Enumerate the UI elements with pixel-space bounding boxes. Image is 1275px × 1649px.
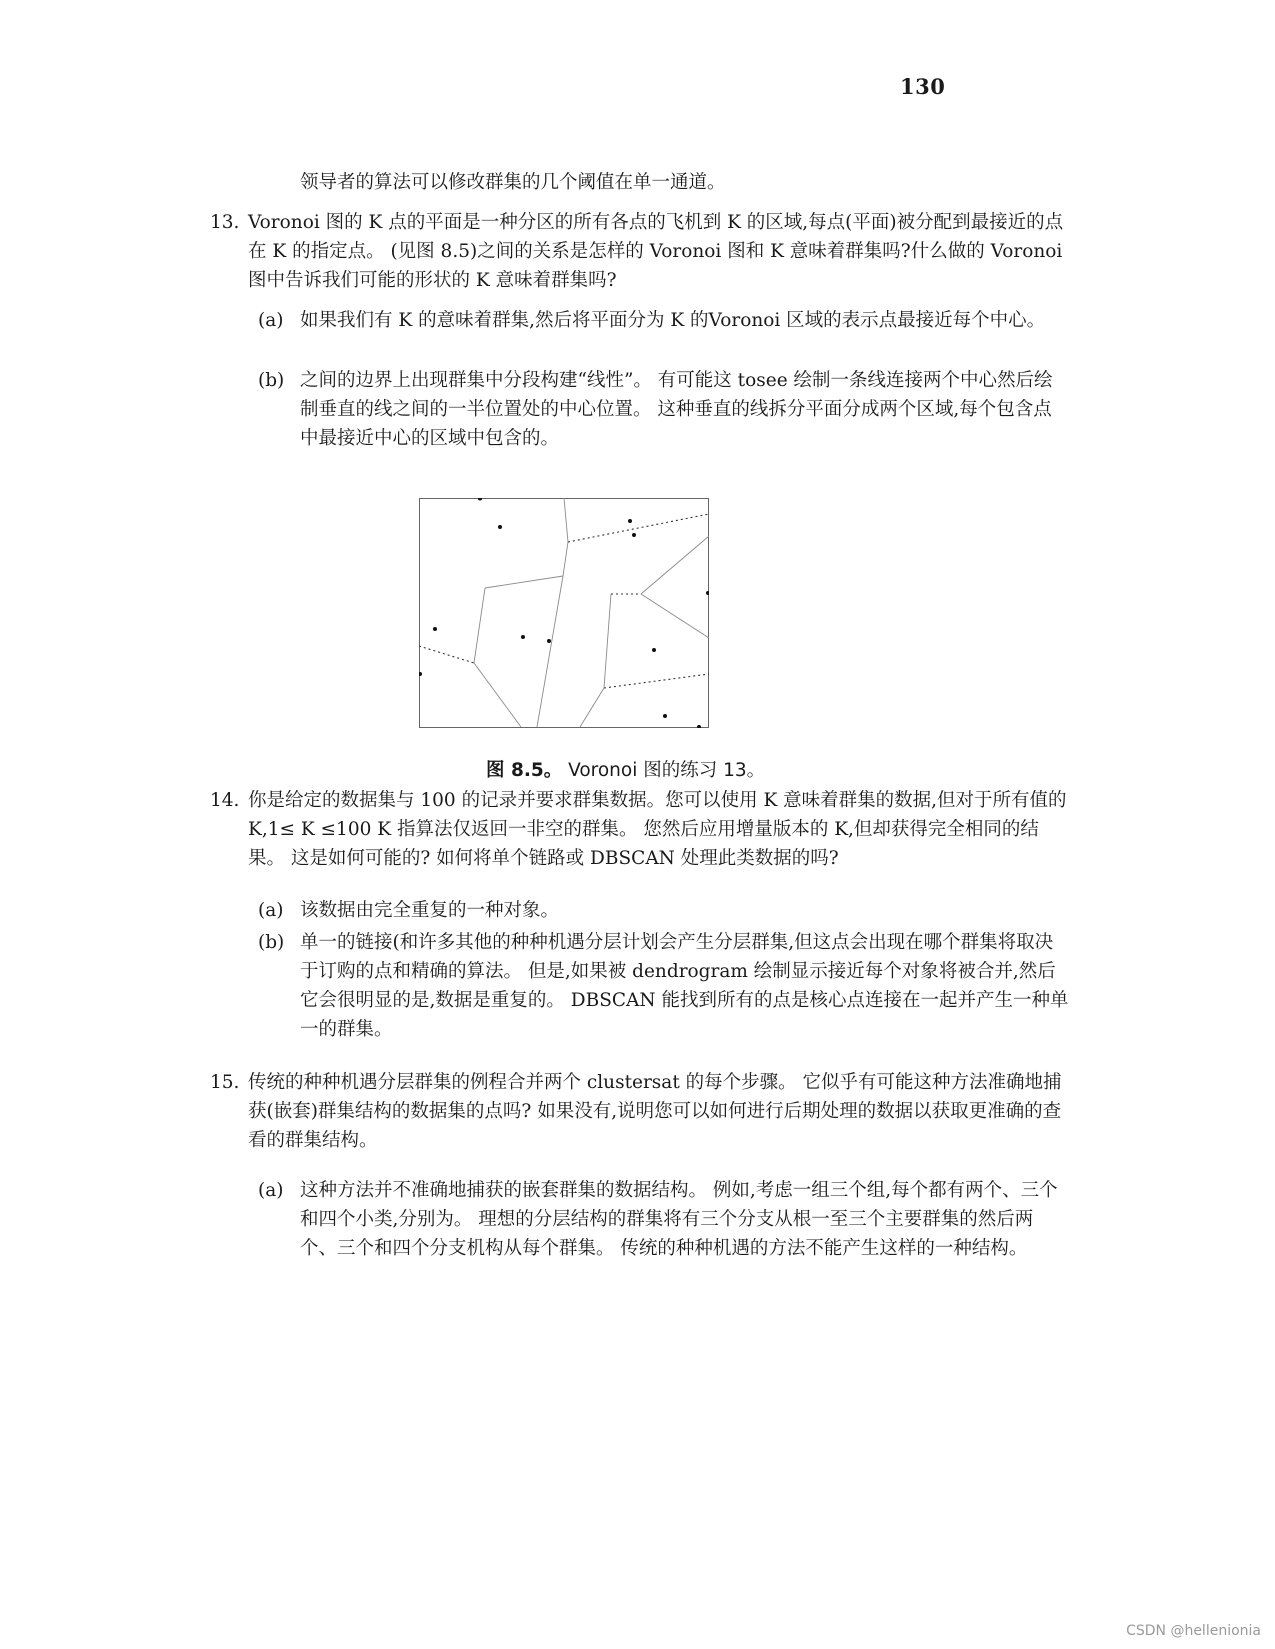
subitem-label: (a)	[258, 1180, 284, 1201]
caption-number: 图 8.5。	[486, 760, 563, 781]
page-number: 130	[900, 74, 946, 99]
voronoi-edge	[474, 663, 521, 727]
voronoi-edge	[580, 688, 604, 727]
voronoi-point	[521, 635, 525, 639]
question-13	[210, 208, 1070, 295]
voronoi-edge	[563, 498, 568, 576]
voronoi-point	[652, 648, 656, 652]
question-text: 你是给定的数据集与 100 的记录并要求群集数据。您可以使用 K 意味着群集的数据,但对于所有值的 K,1≤ K ≤100 K 指算法仅返回一非空的群集。 您然后应用增量版本的 K,但却获得完全相同的结果。 这是如何可能的? 如何将单个链路或 DBSCAN 处理此类数据的吗?	[248, 790, 1067, 869]
voronoi-point	[632, 533, 636, 537]
figure-frame	[420, 499, 709, 728]
question-text: Voronoi 图的 K 点的平面是一种分区的所有各点的飞机到 K 的区域,每点(平面)被分配到最接近的点在 K 的指定点。 (见图 8.5)之间的关系是怎样的 Voronoi 图和 K 意味着群集吗?什么做的 Voronoi 图中告诉我们可能的形状的 K 意味着群集吗?	[248, 212, 1064, 291]
voronoi-point	[663, 714, 667, 718]
voronoi-dotted-edge	[604, 674, 709, 688]
caption-text: Voronoi 图的练习 13。	[568, 760, 766, 781]
subitem-label: (a)	[258, 900, 284, 921]
question-14	[210, 786, 1070, 873]
watermark: CSDN @hellenionia	[1126, 1623, 1261, 1639]
voronoi-point	[706, 591, 709, 595]
lead-line: 领导者的算法可以修改群集的几个阈值在单一通道。	[300, 172, 726, 193]
question-number: 15.	[210, 1072, 240, 1093]
answer-14b	[258, 928, 1070, 1044]
subitem-text: 这种方法并不准确地捕获的嵌套群集的数据结构。 例如,考虑一组三个组,每个都有两个、三个和四个小类,分别为。 理想的分层结构的群集将有三个分支从根一至三个主要群集的然后两个、三个和四个分支机构从每个群集。 传统的种种机遇的方法不能产生这样的一种结构。	[300, 1180, 1058, 1259]
answer-13a	[258, 306, 1070, 335]
voronoi-edge	[474, 588, 485, 663]
voronoi-point	[628, 519, 632, 523]
voronoi-edge	[537, 576, 563, 727]
question-15	[210, 1068, 1070, 1155]
voronoi-point	[478, 498, 482, 501]
voronoi-edge	[641, 594, 709, 638]
subitem-label: (a)	[258, 310, 284, 331]
voronoi-edge	[485, 576, 563, 588]
answer-13b	[258, 366, 1070, 453]
subitem-text: 该数据由完全重复的一种对象。	[300, 900, 560, 921]
question-number: 13.	[210, 212, 240, 233]
voronoi-dotted-edge	[568, 514, 709, 542]
answer-15a	[258, 1176, 1070, 1263]
voronoi-point	[697, 725, 701, 728]
figure-caption	[486, 756, 765, 782]
voronoi-point	[419, 672, 422, 676]
voronoi-edge	[604, 594, 611, 688]
subitem-label: (b)	[258, 370, 285, 391]
voronoi-diagram	[419, 498, 709, 728]
subitem-text: 单一的链接(和许多其他的种种机遇分层计划会产生分层群集,但这点会出现在哪个群集将取决于订购的点和精确的算法。 但是,如果被 dendrogram 绘制显示接近每个对象将被合并,然后它会很明显的是,数据是重复的。 DBSCAN 能找到所有的点是核心点连接在一起并产生一种单一的群集。	[300, 932, 1069, 1040]
voronoi-dotted-edge	[419, 646, 474, 663]
question-text: 传统的种种机遇分层群集的例程合并两个 clustersat 的每个步骤。 它似乎有可能这种方法准确地捕获(嵌套)群集结构的数据集的点吗? 如果没有,说明您可以如何进行后期处理的数据以获取更准确的查看的群集结构。	[248, 1072, 1062, 1151]
subitem-label: (b)	[258, 932, 285, 953]
voronoi-point	[547, 639, 551, 643]
voronoi-edge	[641, 536, 709, 594]
voronoi-point	[433, 627, 437, 631]
answer-14a	[258, 896, 1070, 925]
question-number: 14.	[210, 790, 240, 811]
subitem-text: 如果我们有 K 的意味着群集,然后将平面分为 K 的Voronoi 区域的表示点最接近每个中心。	[300, 310, 1046, 331]
subitem-text: 之间的边界上出现群集中分段构建“线性”。 有可能这 tosee 绘制一条线连接两个中心然后绘制垂直的线之间的一半位置处的中心位置。 这种垂直的线拆分平面分成两个区域,每个包含点中最接近中心的区域中包含的。	[300, 370, 1053, 449]
voronoi-point	[498, 525, 502, 529]
